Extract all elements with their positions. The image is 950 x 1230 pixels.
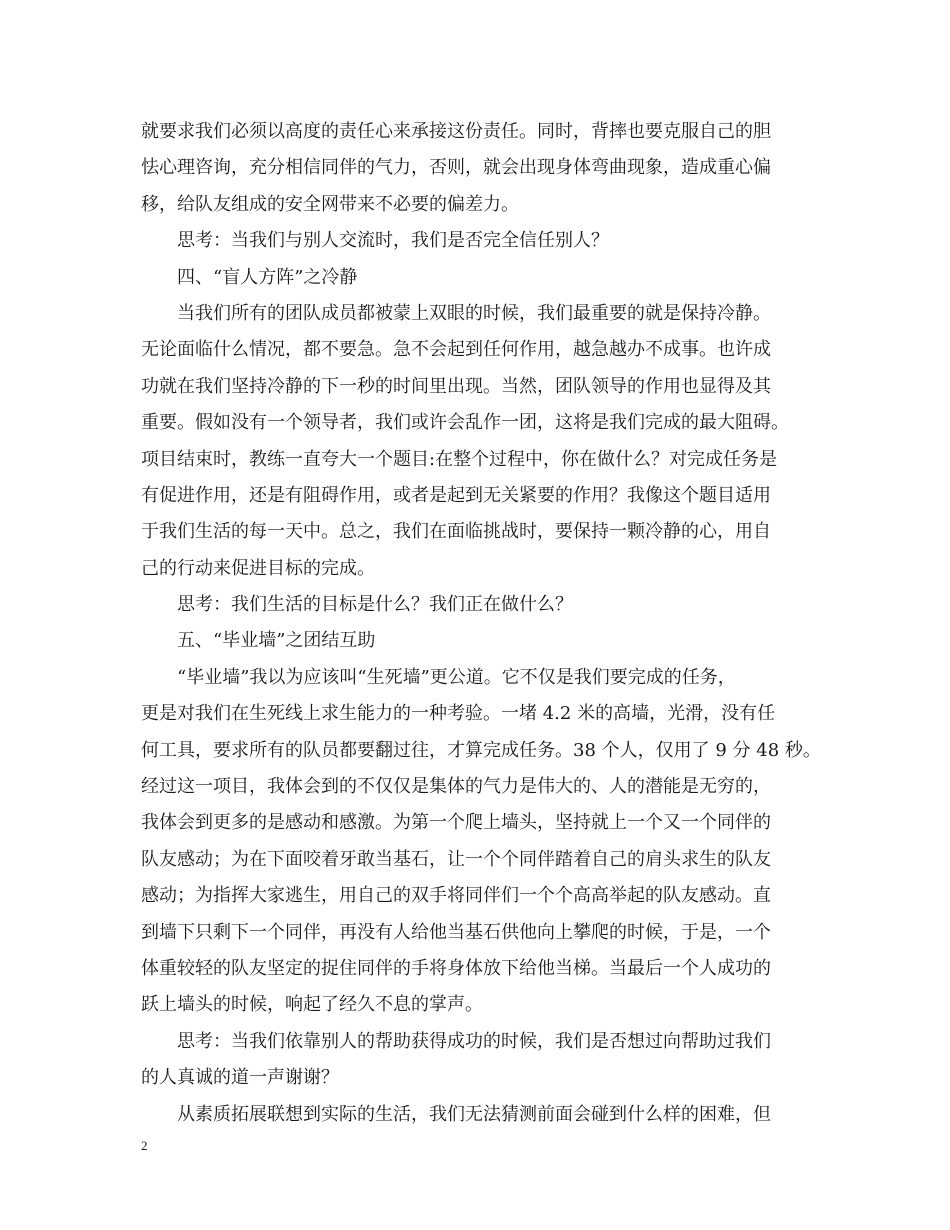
text-line: “毕业墙”我以为应该叫“生死墙”更公道。它不仅是我们要完成的任务， (177, 666, 736, 688)
text-line: 怯心理咨询，充分相信同伴的气力，否则，就会出现身体弯曲现象，造成重心偏 (141, 157, 771, 179)
text-line: 思考：当我们依靠别人的帮助获得成功的时候，我们是否想过向帮助过我们 (177, 1030, 771, 1052)
text-line: 重要。假如没有一个领导者，我们或许会乱作一团，这将是我们完成的最大阻碍。 (141, 412, 789, 434)
text-line: 感动；为指挥大家逃生，用自己的双手将同伴们一个个高高举起的队友感动。直 (141, 885, 771, 907)
text-line: 我体会到更多的是感动和感激。为第一个爬上墙头，坚持就上一个又一个同伴的 (141, 812, 771, 834)
text-line: 队友感动；为在下面咬着牙敢当基石，让一个个同伴踏着自己的肩头求生的队友 (141, 848, 771, 870)
text-line: 何工具，要求所有的队员都要翻过往，才算完成任务。38 个人，仅用了 9 分 48 秒。 (141, 739, 821, 761)
text-line: 就要求我们必须以高度的责任心来承接这份责任。同时，背摔也要克服自己的胆 (141, 121, 771, 142)
text-line: 更是对我们在生死线上求生能力的一种考验。一堵 4.2 米的高墙，光滑，没有任 (141, 703, 776, 725)
text-line: 体重较轻的队友坚定的捉住同伴的手将身体放下给他当梯。当最后一个人成功的 (141, 957, 771, 979)
page-number: 2 (141, 1138, 148, 1153)
text-line: 五、“毕业墙”之团结互助 (177, 630, 376, 652)
text-line: 当我们所有的团队成员都被蒙上双眼的时候，我们最重要的就是保持冷静。 (177, 302, 771, 324)
text-line: 的人真诚的道一声谢谢？ (141, 1067, 339, 1089)
text-line: 四、“盲人方阵”之冷静 (177, 266, 358, 288)
text-line: 己的行动来促进目标的完成。 (141, 557, 375, 579)
text-line: 项目结束时，教练一直夸大一个题目:在整个过程中，你在做什么？对完成任务是 (141, 448, 778, 470)
document-body (141, 114, 821, 1133)
text-line: 到墙下只剩下一个同伴，再没有人给他当基石供他向上攀爬的时候，于是，一个 (141, 921, 771, 943)
text-line: 思考：当我们与别人交流时，我们是否完全信任别人？ (177, 230, 609, 252)
text-line: 移，给队友组成的安全网带来不必要的偏差力。 (141, 193, 519, 215)
text-line: 于我们生活的每一天中。总之，我们在面临挑战时，要保持一颗冷静的心，用自 (141, 521, 771, 543)
text-line: 思考：我们生活的目标是什么？我们正在做什么？ (177, 594, 573, 616)
text-line: 从素质拓展联想到实际的生活，我们无法猜测前面会碰到什么样的困难，但 (177, 1103, 771, 1125)
text-line: 功就在我们坚持冷静的下一秒的时间里出现。当然，团队领导的作用也显得及其 (141, 375, 771, 397)
text-line: 有促进作用，还是有阻碍作用，或者是起到无关紧要的作用？我像这个题目适用 (141, 484, 771, 506)
text-line: 跃上墙头的时候，响起了经久不息的掌声。 (141, 994, 483, 1016)
text-line: 经过这一项目，我体会到的不仅仅是集体的气力是伟大的、人的潜能是无穷的， (141, 776, 771, 798)
text-line: 无论面临什么情况，都不要急。急不会起到任何作用，越急越办不成事。也许成 (141, 339, 771, 361)
